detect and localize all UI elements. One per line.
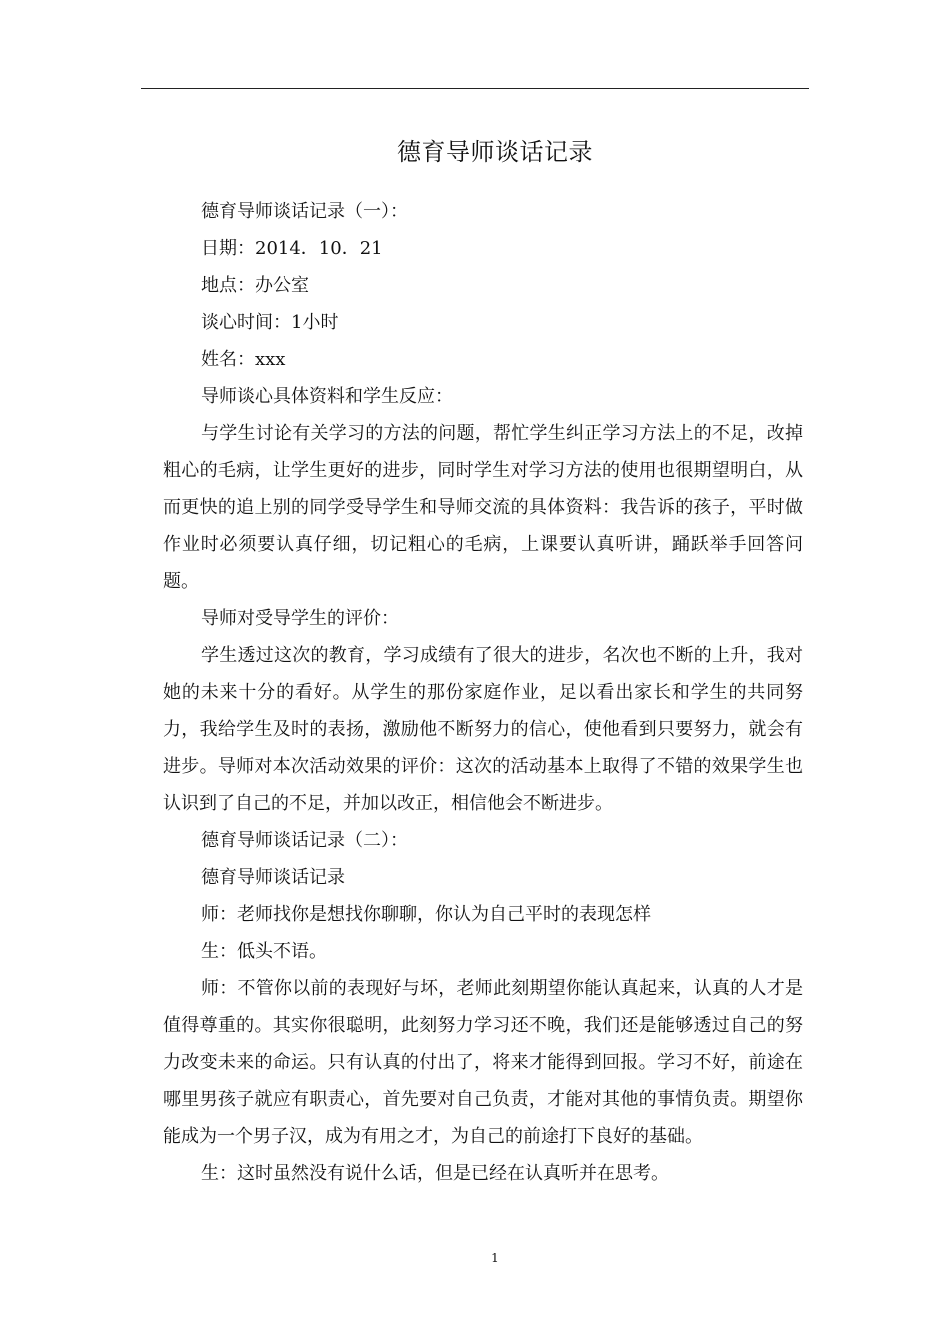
section-heading: 德育导师谈话记录（二）： [201,830,408,851]
content-heading: 导师谈心具体资料和学生反应： [201,386,453,407]
location-line: 地点：办公室 [201,275,309,296]
name-line: 姓名：xxx [201,349,286,370]
duration-line: 谈心时间：1小时 [201,312,339,333]
section-heading: 德育导师谈话记录（一）： [201,201,408,222]
dialogue-line: 生：低头不语。 [201,941,327,962]
page-number: 1 [491,1251,499,1265]
dialogue-line: 师：不管你以前的表现好与坏，老师此刻期望你能认真起来，认真的人才是值得尊重的。其实你很聪明，此刻努力学习还不晚，我们还是能够透过自己的努力改变未来的命运。只有认真的付出了，将来才能得到回报。学习不好，前途在哪里男孩子就应有职责心，首先要对自己负责，才能对其他的事情负责。期望你能成为一个男子汉，成为有用之才，为自己的前途打下良好的基础。 [163,978,803,1147]
dialogue-line: 生：这时虽然没有说什么话，但是已经在认真听并在思考。 [201,1163,669,1184]
body-paragraph: 学生透过这次的教育，学习成绩有了很大的进步，名次也不断的上升，我对她的未来十分的看好。从学生的那份家庭作业，足以看出家长和学生的共同努力，我给学生及时的表扬，激励他不断努力的信心，使他看到只要努力，就会有进步。导师对本次活动效果的评价：这次的活动基本上取得了不错的效果学生也认识到了自己的不足，并加以改正，相信他会不断进步。 [163,645,803,814]
date-line: 日期：2014．10．21 [201,238,383,259]
document-title: 德育导师谈话记录 [397,138,593,166]
evaluation-heading: 导师对受导学生的评价： [201,608,399,629]
dialogue-line: 师：老师找你是想找你聊聊，你认为自己平时的表现怎样 [201,904,651,925]
body-paragraph: 与学生讨论有关学习的方法的问题，帮忙学生纠正学习方法上的不足，改掉粗心的毛病，让学生更好的进步，同时学生对学习方法的使用也很期望明白，从而更快的追上别的同学受导学生和导师交流的具体资料：我告诉的孩子，平时做作业时必须要认真仔细，切记粗心的毛病，上课要认真听讲，踊跃举手回答问题。 [163,423,803,592]
subheading: 德育导师谈话记录 [201,867,345,888]
header-rule [141,88,809,89]
document-body [163,193,803,1192]
